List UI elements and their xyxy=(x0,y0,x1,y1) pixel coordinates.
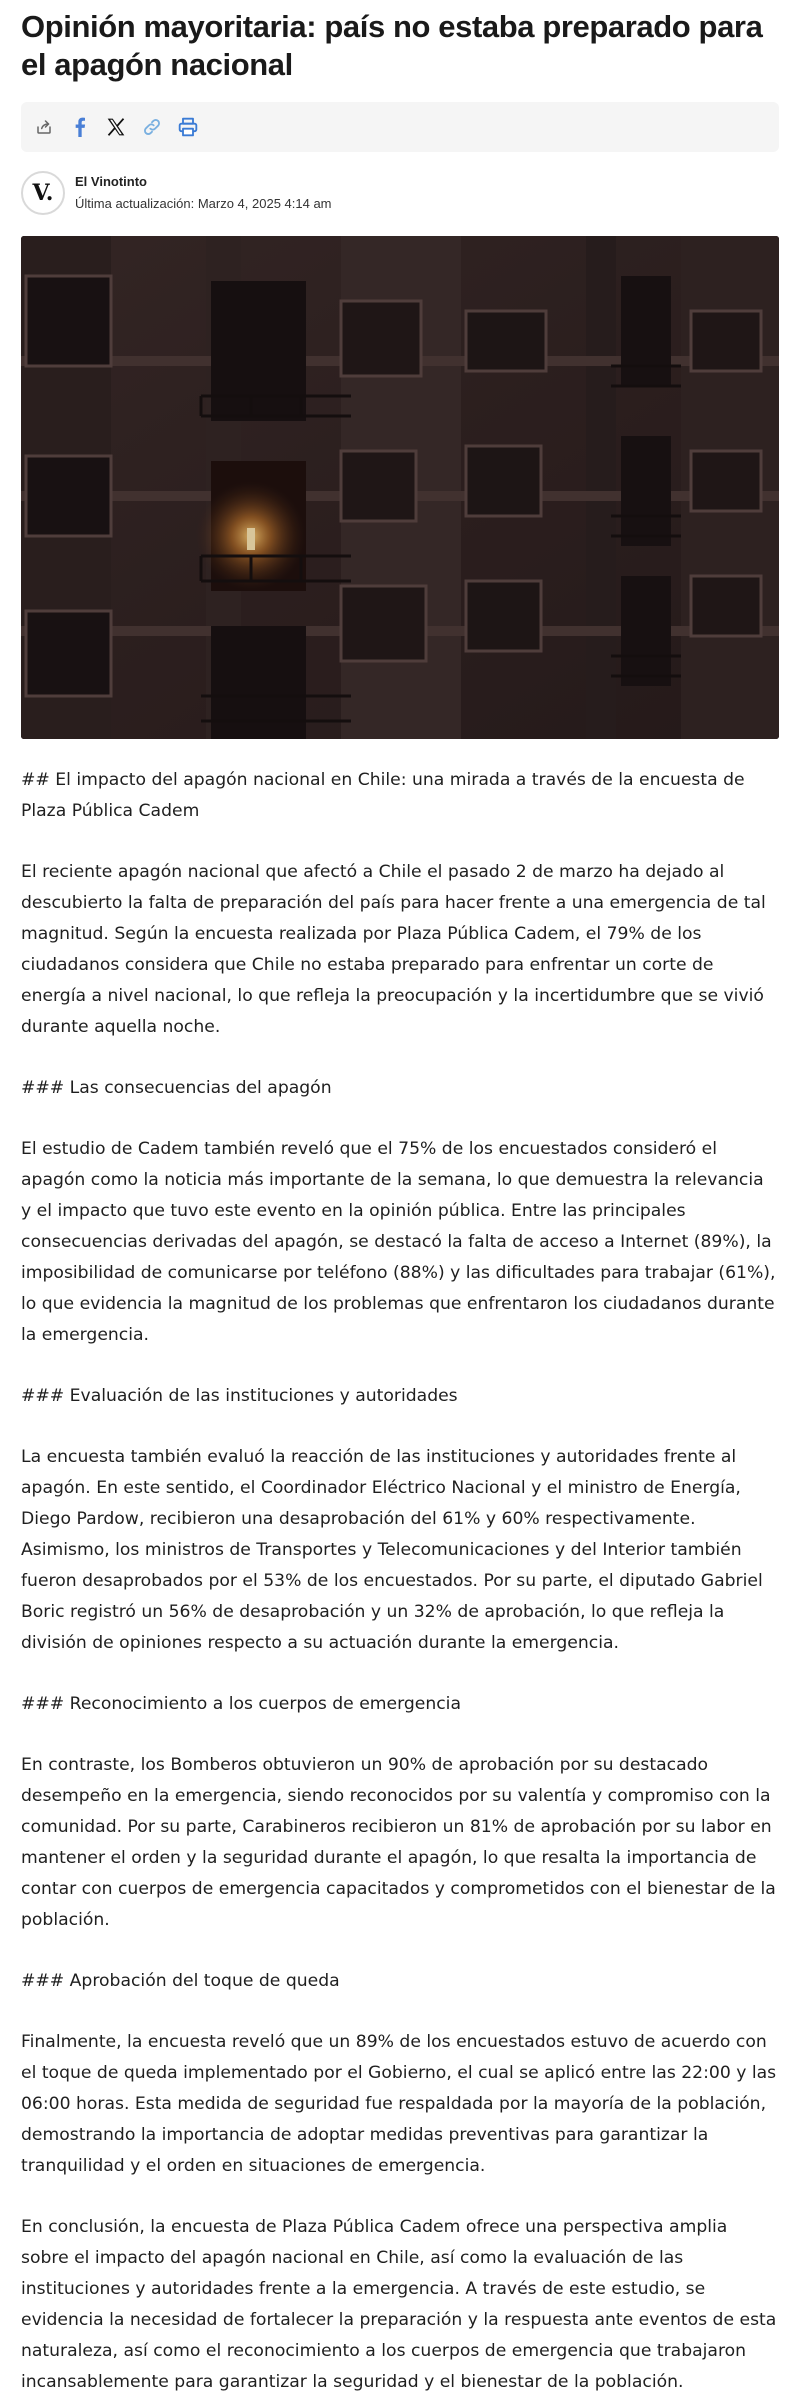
section-heading: ## El impacto del apagón nacional en Chile: una mirada a través de la encuesta de Plaza Pública Cadem xyxy=(21,770,745,821)
facebook-icon[interactable] xyxy=(69,116,91,138)
hero-image xyxy=(21,236,779,739)
paragraph: El estudio de Cadem también reveló que el 75% de los encuestados consideró el apagón como la noticia más importante de la semana, lo que demuestra la relevancia y el impacto que tuvo este evento en la opinión pública. Entre las principales consecuencias derivadas del apagón, se destacó la falta de acceso a Internet (89%), la imposibilidad de comunicarse por teléfono (88%) y las dificultades para trabajar (61%), lo que evidencia la magnitud de los problemas que enfrentaron los ciudadanos durante la emergencia. xyxy=(21,1139,776,1345)
article-page xyxy=(0,6,800,2398)
section-heading: ### Aprobación del toque de queda xyxy=(21,1971,340,1991)
paragraph: En contraste, los Bomberos obtuvieron un 90% de aprobación por su destacado desempeño en la emergencia, siendo reconocidos por su valentía y compromiso con la comunidad. Por su parte, Carabineros recibieron un 81% de aprobación por su labor en mantener el orden y la seguridad durante el apagón, lo que resalta la importancia de contar con cuerpos de emergencia capacitados y comprometidos con el bienestar de la población. xyxy=(21,1755,776,1930)
author-name[interactable]: El Vinotinto xyxy=(75,174,147,189)
link-icon[interactable] xyxy=(141,116,163,138)
paragraph: El reciente apagón nacional que afectó a Chile el pasado 2 de marzo ha dejado al descubierto la falta de preparación del país para hacer frente a una emergencia de tal magnitud. Según la encuesta realizada por Plaza Pública Cadem, el 79% de los ciudadanos considera que Chile no estaba preparado para enfrentar un corte de energía a nivel nacional, lo que refleja la preocupación y la incertidumbre que se vivió durante aquella noche. xyxy=(21,862,766,1037)
paragraph: La encuesta también evaluó la reacción de las instituciones y autoridades frente al apagón. En este sentido, el Coordinador Eléctrico Nacional y el ministro de Energía, Diego Pardow, recibieron una desaprobación del 61% y 60% respectivamente. Asimismo, los ministros de Transportes y Telecomunicaciones y del Interior también fueron desaprobados por el 53% de los encuestados. Por su parte, el diputado Gabriel Boric registró un 56% de desaprobación y un 32% de aprobación, lo que refleja la división de opiniones respecto a su actuación durante la emergencia. xyxy=(21,1447,763,1653)
print-icon[interactable] xyxy=(177,116,199,138)
article-title: Opinión mayoritaria: país no estaba preparado para el apagón nacional xyxy=(21,9,763,82)
share-bar xyxy=(21,102,779,152)
author-avatar[interactable] xyxy=(21,171,65,215)
share-icon[interactable] xyxy=(33,116,55,138)
section-heading: ### Reconocimiento a los cuerpos de emergencia xyxy=(21,1694,461,1714)
paragraph: En conclusión, la encuesta de Plaza Pública Cadem ofrece una perspectiva amplia sobre el impacto del apagón nacional en Chile, así como la evaluación de las instituciones y autoridades frente a la emergencia. A través de este estudio, se evidencia la necesidad de fortalecer la preparación y la respuesta ante eventos de esta naturaleza, así como el reconocimiento a los cuerpos de emergencia que trabajaron incansablemente para garantizar la seguridad y el bienestar de la población. xyxy=(21,2217,777,2392)
author-byline xyxy=(21,168,779,218)
section-heading: ### Evaluación de las instituciones y autoridades xyxy=(21,1386,458,1406)
x-icon[interactable] xyxy=(105,116,127,138)
section-heading: ### Las consecuencias del apagón xyxy=(21,1078,332,1098)
author-avatar-logo: V. xyxy=(32,180,54,206)
article-body xyxy=(21,765,779,2398)
paragraph: Finalmente, la encuesta reveló que un 89% de los encuestados estuvo de acuerdo con el toque de queda implementado por el Gobierno, el cual se aplicó entre las 22:00 y las 06:00 horas. Esta medida de seguridad fue respaldada por la mayoría de la población, demostrando la importancia de adoptar medidas preventivas para garantizar la tranquilidad y el orden en situaciones de emergencia. xyxy=(21,2032,777,2176)
updated-date: Última actualización: Marzo 4, 2025 4:14 am xyxy=(75,196,332,211)
